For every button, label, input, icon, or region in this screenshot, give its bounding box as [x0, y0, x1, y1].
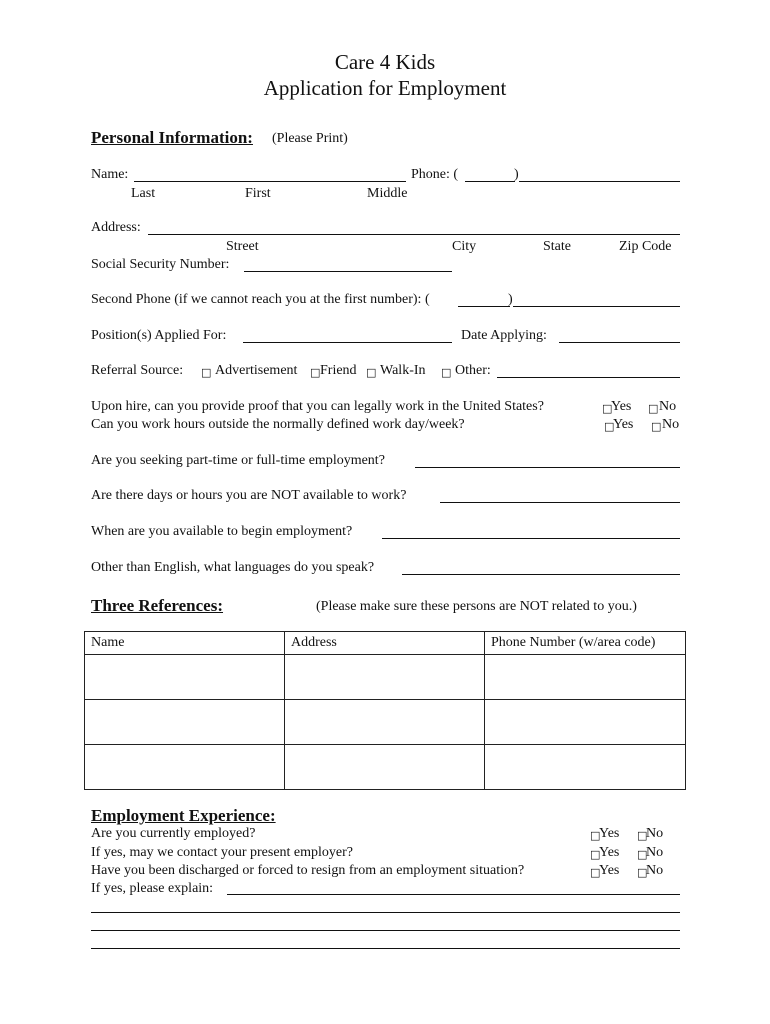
referral-friend-label: Friend — [320, 363, 357, 378]
second-phone-field[interactable] — [513, 306, 680, 307]
reference-1-phone-cell[interactable] — [485, 655, 686, 700]
referral-other-label: Other: — [455, 363, 491, 378]
currently-employed-yes-checkbox[interactable]: □ — [590, 829, 601, 842]
legal-work-yes-label: Yes — [611, 399, 632, 414]
legal-work-no-label: No — [659, 399, 677, 414]
currently-employed-no-label: No — [646, 826, 664, 841]
reference-1-address-cell[interactable] — [285, 655, 485, 700]
not-available-question: Are there days or hours you are NOT available to work? — [91, 488, 407, 503]
outside-hours-question: Can you work hours outside the normally defined work day/week? — [91, 417, 465, 432]
references-header-row — [85, 632, 686, 655]
explain-field-line-2[interactable] — [91, 912, 680, 913]
contact-employer-yes-label: Yes — [599, 845, 620, 860]
contact-employer-yes-checkbox[interactable]: □ — [590, 848, 601, 861]
position-label: Position(s) Applied For: — [91, 328, 227, 343]
please-print-note: (Please Print) — [272, 131, 348, 146]
referral-advertisement-label: Advertisement — [215, 363, 298, 378]
languages-question: Other than English, what languages do you speak? — [91, 560, 375, 575]
contact-employer-no-label: No — [646, 845, 664, 860]
address-state-caption: State — [543, 239, 571, 254]
explain-field-line-1[interactable] — [227, 894, 680, 895]
address-field[interactable] — [148, 234, 680, 235]
contact-employer-question: If yes, may we contact your present employer? — [91, 845, 354, 860]
outside-hours-yes-label: Yes — [613, 417, 634, 432]
discharged-no-checkbox[interactable]: □ — [637, 866, 648, 879]
reference-2-name-cell[interactable] — [85, 700, 285, 745]
ssn-label: Social Security Number: — [91, 257, 230, 272]
reference-2-address-cell[interactable] — [285, 700, 485, 745]
references-heading: Three References: — [91, 596, 224, 615]
phone-field[interactable] — [519, 181, 680, 182]
explain-field-line-4[interactable] — [91, 948, 680, 949]
column-header-address: Address — [285, 632, 485, 655]
address-zip-caption: Zip Code — [619, 239, 672, 254]
referral-walkin-label: Walk-In — [380, 363, 426, 378]
name-last-caption: Last — [131, 186, 156, 201]
name-middle-caption: Middle — [367, 186, 408, 201]
name-first-caption: First — [245, 186, 271, 201]
referral-label: Referral Source: — [91, 363, 184, 378]
outside-hours-yes-checkbox[interactable]: □ — [604, 420, 615, 433]
languages-field[interactable] — [402, 574, 680, 575]
currently-employed-yes-label: Yes — [599, 826, 620, 841]
legal-work-question: Upon hire, can you provide proof that you can legally work in the United States? — [91, 399, 544, 414]
name-label: Name: — [91, 167, 129, 182]
phone-label: Phone: ( — [411, 167, 459, 182]
employment-heading: Employment Experience: — [91, 806, 276, 825]
personal-info-heading: Personal Information: — [91, 128, 253, 147]
phone-area-code-field[interactable] — [465, 181, 515, 182]
reference-3-address-cell[interactable] — [285, 745, 485, 790]
legal-work-no-checkbox[interactable]: □ — [648, 402, 659, 415]
reference-3-phone-cell[interactable] — [485, 745, 686, 790]
table-row — [85, 745, 686, 790]
company-name: Care 4 Kids — [334, 50, 436, 74]
explain-label: If yes, please explain: — [91, 881, 214, 896]
table-row — [85, 655, 686, 700]
address-label: Address: — [91, 220, 141, 235]
name-field[interactable] — [134, 181, 406, 182]
address-city-caption: City — [452, 239, 477, 254]
referral-other-field[interactable] — [497, 377, 680, 378]
reference-3-name-cell[interactable] — [85, 745, 285, 790]
discharged-question: Have you been discharged or forced to resign from an employment situation? — [91, 863, 525, 878]
date-applying-field[interactable] — [559, 342, 680, 343]
legal-work-yes-checkbox[interactable]: □ — [602, 402, 613, 415]
part-time-field[interactable] — [415, 467, 680, 468]
referral-advertisement-checkbox[interactable]: □ — [201, 366, 212, 379]
currently-employed-question: Are you currently employed? — [91, 826, 256, 841]
column-header-phone: Phone Number (w/area code) — [485, 632, 686, 655]
referral-friend-checkbox[interactable]: □ — [310, 366, 321, 379]
table-row — [85, 700, 686, 745]
position-field[interactable] — [243, 342, 452, 343]
outside-hours-no-label: No — [662, 417, 680, 432]
second-phone-label: Second Phone (if we cannot reach you at the first number): ( — [91, 292, 430, 307]
discharged-no-label: No — [646, 863, 664, 878]
second-phone-paren-close: ) — [508, 292, 513, 307]
phone-paren-close: ) — [514, 167, 519, 182]
second-phone-area-code-field[interactable] — [458, 306, 510, 307]
explain-field-line-3[interactable] — [91, 930, 680, 931]
address-street-caption: Street — [226, 239, 259, 254]
begin-employment-question: When are you available to begin employment? — [91, 524, 353, 539]
contact-employer-no-checkbox[interactable]: □ — [637, 848, 648, 861]
column-header-name: Name — [85, 632, 285, 655]
not-available-field[interactable] — [440, 502, 680, 503]
references-note: (Please make sure these persons are NOT related to you.) — [316, 599, 637, 614]
discharged-yes-checkbox[interactable]: □ — [590, 866, 601, 879]
part-time-question: Are you seeking part-time or full-time employment? — [91, 453, 385, 468]
referral-other-checkbox[interactable]: □ — [441, 366, 452, 379]
currently-employed-no-checkbox[interactable]: □ — [637, 829, 648, 842]
reference-2-phone-cell[interactable] — [485, 700, 686, 745]
date-applying-label: Date Applying: — [461, 328, 547, 343]
form-title: Application for Employment — [263, 76, 507, 100]
discharged-yes-label: Yes — [599, 863, 620, 878]
references-table — [84, 631, 686, 790]
reference-1-name-cell[interactable] — [85, 655, 285, 700]
begin-employment-field[interactable] — [382, 538, 680, 539]
referral-walkin-checkbox[interactable]: □ — [366, 366, 377, 379]
outside-hours-no-checkbox[interactable]: □ — [651, 420, 662, 433]
ssn-field[interactable] — [244, 271, 452, 272]
